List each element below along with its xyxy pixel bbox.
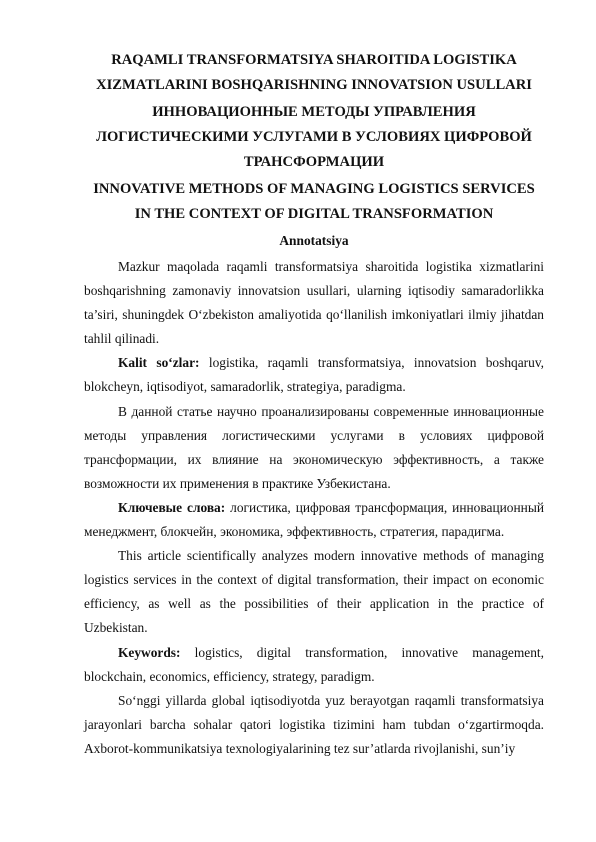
- keywords-uzbek-text: logistika, raqamli transformatsiya, innovatsion boshqaruv, blokcheyn, iqtisodiyot, samaradorlik, strategiya, paradigma.: [84, 355, 544, 395]
- annotation-heading: Annotatsiya: [279, 233, 349, 248]
- title-russian: ИННОВАЦИОННЫЕ МЕТОДЫ УПРАВЛЕНИЯ ЛОГИСТИЧЕСКИМИ УСЛУГАМИ В УСЛОВИЯХ ЦИФРОВОЙ ТРАНСФОРМАЦИИ: [96, 104, 532, 170]
- keywords-uzbek-label: Kalit so‘zlar:: [118, 355, 200, 371]
- keywords-uzbek: [84, 351, 544, 399]
- keywords-english-text: logistics, digital transformation, innovative management, blockchain, economics, efficiency, strategy, paradigm.: [84, 644, 544, 684]
- title-english: INNOVATIVE METHODS OF MANAGING LOGISTICS SERVICES IN THE CONTEXT OF DIGITAL TRANSFORMATION: [93, 181, 535, 222]
- keywords-english-label: Keywords:: [118, 644, 181, 660]
- body-intro-paragraph: So‘nggi yillarda global iqtisodiyotda yuz berayotgan raqamli transformatsiya jarayonlari barcha sohalar qatori logistika tizimini ham tubdan o‘zgartirmoqda. Axborot-kommunikatsiya texnologiyalarining tez sur’atlarda rivojlanishi, sun’iy: [84, 692, 544, 756]
- keywords-russian-label: Ключевые слова:: [118, 499, 226, 515]
- keywords-russian-text: логистика, цифровая трансформация, инновационный менеджмент, блокчейн, экономика, эффективность, стратегия, парадигма.: [84, 499, 544, 540]
- keywords-russian: [84, 496, 544, 544]
- abstract-uzbek: Mazkur maqolada raqamli transformatsiya sharoitida logistika xizmatlarini boshqarishning zamonaviy innovatsion usullari, ularning iqtisodiy samaradorlikka ta’siri, shuningdek O‘zbekiston amaliyotida qo‘llanilish imkoniyatlari ilmiy jihatdan tahlil qilinadi.: [84, 259, 544, 347]
- abstract-english: This article scientifically analyzes modern innovative methods of managing logistics services in the context of digital transformation, their impact on economic efficiency, as well as the possibilities of their application in the practice of Uzbekistan.: [84, 548, 544, 636]
- abstract-russian: В данной статье научно проанализированы современные инновационные методы управления логистическими услугами в условиях цифровой трансформации, их влияние на экономическую эффективность, а также возможности их применения в практике Узбекистана.: [84, 403, 544, 491]
- keywords-english: [84, 641, 544, 689]
- title-uzbek: RAQAMLI TRANSFORMATSIYA SHAROITIDA LOGISTIKA XIZMATLARINI BOSHQARISHNING INNOVATSION USULLARI: [96, 52, 532, 93]
